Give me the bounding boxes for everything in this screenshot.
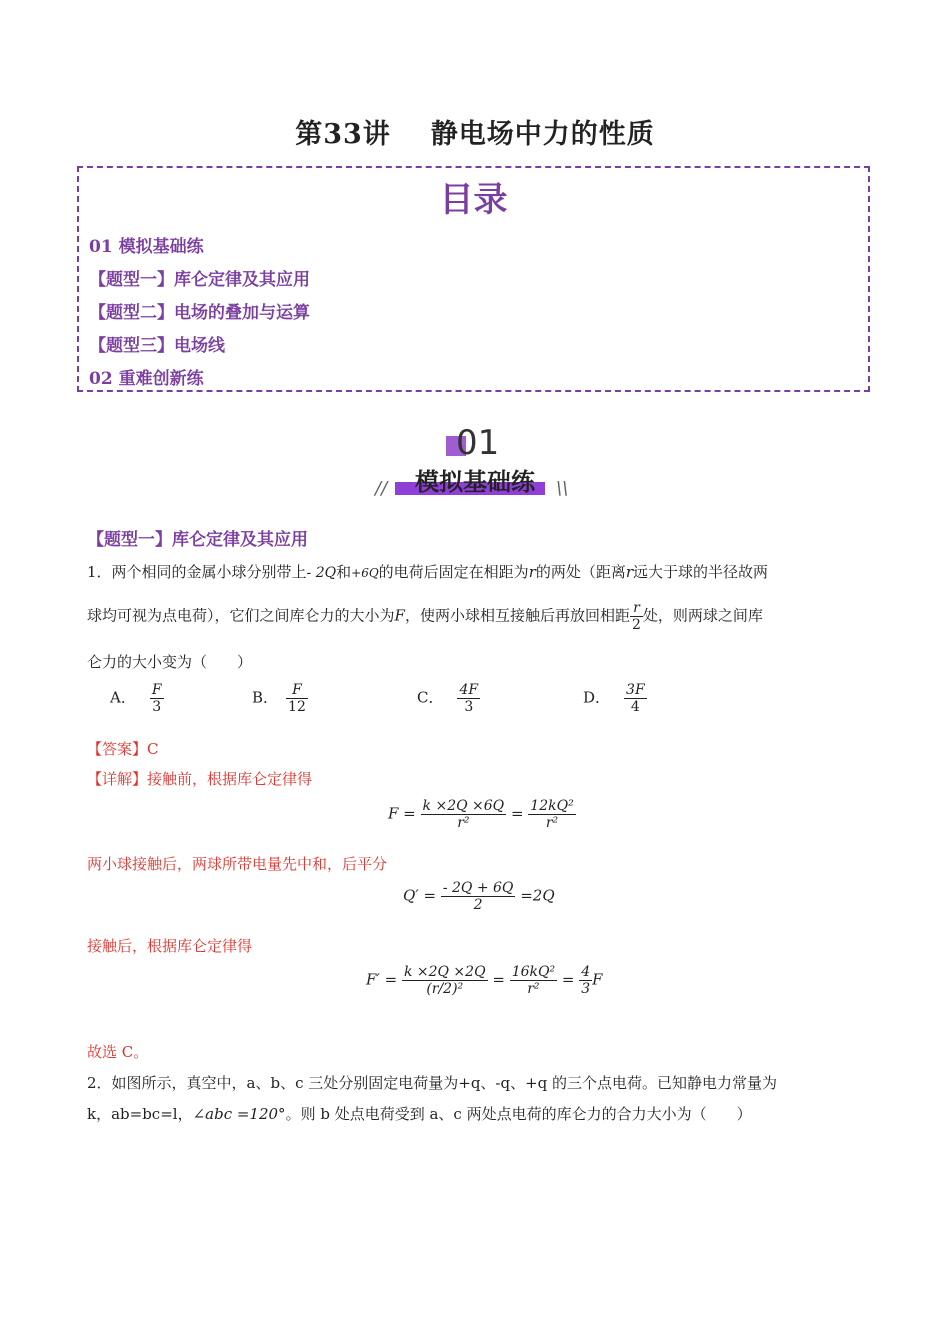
section-badge-label: 模拟基础练 xyxy=(415,468,535,496)
answer-line: 【答案】C xyxy=(87,740,159,758)
toc-heading: 目录 xyxy=(439,180,508,220)
q1-line-2: 球均可视为点电荷），它们之间库仑力的大小为F，使两小球相互接触后再放回相距 $\frac{r}{2}$ 处，则两球之间库 xyxy=(87,600,763,633)
text-after-contact: 接触后，根据库仑定律得 xyxy=(87,937,253,955)
toc-item-2[interactable]: 【题型一】库仑定律及其应用 xyxy=(89,270,310,290)
q1-line-3: 仑力的大小变为（ ） xyxy=(87,653,253,671)
section-heading: 【题型一】库仑定律及其应用 xyxy=(87,530,308,550)
toc-item-4[interactable]: 【题型三】电场线 xyxy=(89,336,225,356)
option-b[interactable]: B． $\frac{F}{12}$ xyxy=(252,682,306,715)
q2-line-1: 2．如图所示，真空中，a、b、c 三处分别固定电荷量为+q、-q、+q 的三个点电荷。已知静电力常量为 xyxy=(87,1074,778,1092)
q1-line-1: 1．两个相同的金属小球分别带上- 2Q和+6Q的电荷后固定在相距为r的两处（距离r远大于球的半径故两 xyxy=(87,563,769,581)
lecture-number: 第33讲 xyxy=(295,119,391,150)
conclusion-line: 故选 C。 xyxy=(87,1043,149,1061)
slash-left-icon: // xyxy=(375,478,388,499)
equation-3: F′ = $\frac{k \times 2Q \times 2Q}{\text{(r/2)²}}$ = $\frac{\text{16kQ²}}{\text{r²}}$ = $\frac{4}{3}$ F xyxy=(366,964,603,997)
detail-line: 【详解】接触前，根据库仑定律得 xyxy=(87,770,313,788)
toc-item-1[interactable]: 01 模拟基础练 xyxy=(89,237,204,257)
toc-item-3[interactable]: 【题型二】电场的叠加与运算 xyxy=(89,303,310,323)
option-c[interactable]: C． $\frac{4F}{3}$ xyxy=(417,682,479,715)
slash-right-icon: \\ xyxy=(556,478,569,499)
page-title xyxy=(0,112,950,151)
toc-box xyxy=(77,166,870,392)
option-d[interactable]: D． $\frac{3F}{4}$ xyxy=(583,682,645,715)
option-a[interactable]: A． $\frac{F}{3}$ xyxy=(110,682,162,715)
equation-2: Q′ = $\frac{- 2Q + 6Q}{2}$ =2Q xyxy=(403,880,555,913)
lecture-topic: 静电场中力的性质 xyxy=(430,119,655,150)
text-neutralize: 两小球接触后，两球所带电量先中和，后平分 xyxy=(87,855,388,873)
toc-item-5[interactable]: 02 重难创新练 xyxy=(89,369,204,389)
equation-1: F = $\frac{k \times 2Q \times 6Q}{\text{r²}}$ = $\frac{\text{12kQ²}}{\text{r²}}$ xyxy=(388,798,574,831)
section-badge-number: 01 xyxy=(456,423,500,463)
q2-line-2: k，ab=bc=l，∠abc =120°。则 b 处点电荷受到 a、c 两处点电荷的库仑力的合力大小为（ ） xyxy=(87,1105,752,1123)
